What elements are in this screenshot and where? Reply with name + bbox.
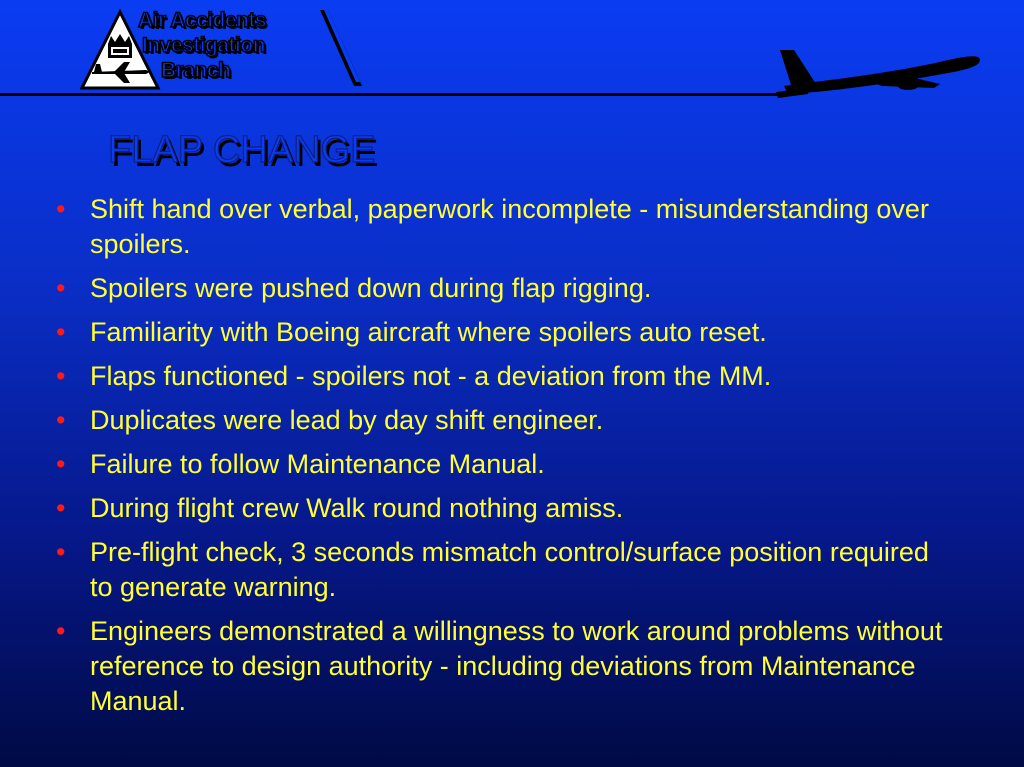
bullet-item <box>54 614 954 719</box>
bullet-marker: • <box>56 449 66 479</box>
bullet-item <box>54 447 954 482</box>
bullet-text: Familiarity with Boeing aircraft where spoilers auto reset. <box>90 317 767 347</box>
bullet-marker: • <box>56 273 66 303</box>
crown-icon <box>108 34 132 58</box>
bullet-item <box>54 192 954 262</box>
logo-line-2: Investigation <box>142 34 266 57</box>
bullet-text: Spoilers were pushed down during flap rigging. <box>90 273 652 303</box>
aaib-logo-text <box>138 8 338 83</box>
bullet-item <box>54 359 954 394</box>
airliner-silhouette-icon <box>770 40 982 102</box>
bullet-item <box>54 491 954 526</box>
bullet-marker: • <box>56 361 66 391</box>
bullet-item <box>54 535 954 605</box>
bullet-marker: • <box>56 194 66 224</box>
bullet-marker: • <box>56 493 66 523</box>
bullet-marker: • <box>56 317 66 347</box>
bullet-text: Pre-flight check, 3 seconds mismatch control/surface position required to generate warning. <box>90 537 929 602</box>
bullet-marker: • <box>56 537 66 567</box>
header-rule <box>0 93 780 96</box>
bullet-text: Flaps functioned - spoilers not - a deviation from the MM. <box>90 361 772 391</box>
bullet-text: During flight crew Walk round nothing amiss. <box>90 493 624 523</box>
bullet-text: Engineers demonstrated a willingness to work around problems without reference to design authority - including deviations from Maintenance Manual. <box>90 616 943 716</box>
bullet-text: Duplicates were lead by day shift engineer. <box>90 405 604 435</box>
aaib-logo <box>80 6 365 92</box>
logo-line-1: Air Accidents <box>138 9 267 32</box>
bullet-marker: • <box>56 616 66 646</box>
logo-line-3: Branch <box>161 59 231 82</box>
bullet-text: Shift hand over verbal, paperwork incomplete - misunderstanding over spoilers. <box>90 194 929 259</box>
bullet-item <box>54 315 954 350</box>
bullet-text: Failure to follow Maintenance Manual. <box>90 449 545 479</box>
bullet-list <box>54 192 954 728</box>
slide-title: FLAP CHANGE <box>108 129 376 171</box>
bullet-item <box>54 271 954 306</box>
bullet-item <box>54 403 954 438</box>
bullet-marker: • <box>56 405 66 435</box>
